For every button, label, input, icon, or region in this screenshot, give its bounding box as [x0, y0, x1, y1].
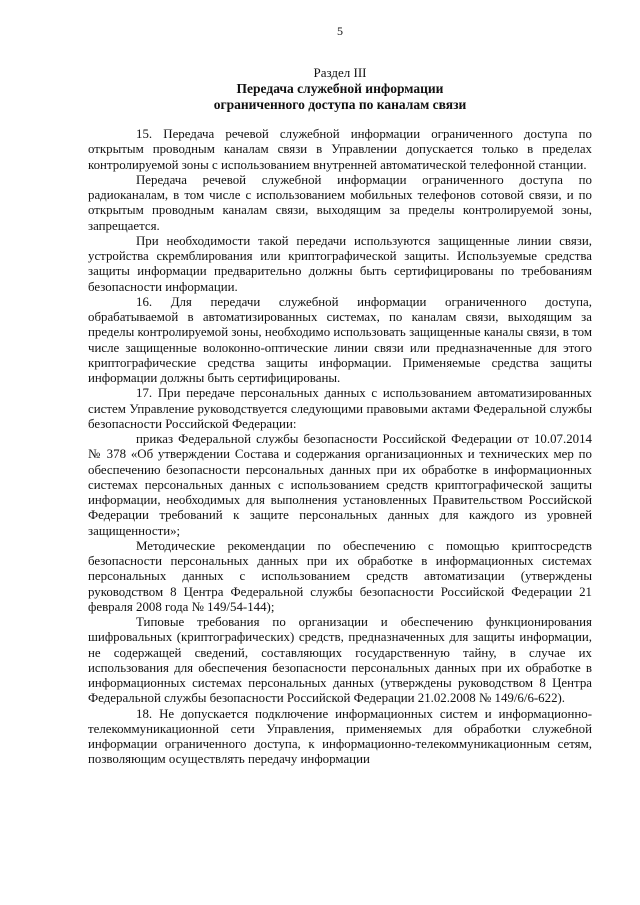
document-body	[88, 127, 592, 768]
paragraph-15-protection: При необходимости такой передачи используются защищенные линии связи, устройства скремблирования или криптографической защиты. Используемые средства защиты информации предварительно должны быть сертифицированы по требованиям безопасности информации.	[88, 233, 592, 294]
paragraph-15-radio: Передача речевой служебной информации ограниченного доступа по радиоканалам, в том числе с использованием мобильных телефонов сотовой связи, и по открытым проводным каналам связи, выходящим за пределы контролируемой зоны, запрещается.	[88, 172, 592, 233]
section-heading-line-1: Передача служебной информации	[236, 81, 444, 96]
paragraph-18: 18. Не допускается подключение информационных систем и информационно-телекоммуникационной сети Управления, применяемых для обработки служебной информации ограниченного доступа, к информационно-телекоммуникационным сетям, позволяющим осуществлять передачу информации	[88, 706, 592, 767]
paragraph-16: 16. Для передачи служебной информации ограниченного доступа, обрабатываемой в автоматизированных системах, по каналам связи, выходящим за пределы контролируемой зоны, необходимо использовать защищенные каналы связи, в том числе защищенные волоконно-оптические линии связи или предназначенные для этого криптографические средства защиты информации. Применяемые средства защиты информации должны быть сертифицированы.	[88, 294, 592, 385]
paragraph-15: 15. Передача речевой служебной информации ограниченного доступа по открытым проводным каналам связи в Управлении допускается только в пределах контролируемой зоны с использованием внутренней автоматической телефонной станции.	[88, 127, 592, 172]
paragraph-17-order-378: приказ Федеральной службы безопасности Российской Федерации от 10.07.2014 № 378 «Об утверждении Состава и содержания организационных и технических мер по обеспечению безопасности персональных данных при их обработке в информационных системах персональных данных с использованием средств криптографической защиты информации, необходимых для выполнения установленных Правительством Российской Федерации требований к защите персональных данных для каждого из уровней защищенности»;	[88, 432, 592, 538]
section-title: Раздел III	[313, 65, 367, 80]
paragraph-17-typical-requirements: Типовые требования по организации и обеспечению функционирования шифровальных (криптографических) средств, предназначенных для защиты информации, не содержащей сведений, составляющих государственную тайну, в случае их использования для обеспечения безопасности персональных данных при их обработке в информационных системах персональных данных (утверждены руководством 8 Центра Федеральной службы безопасности Российской Федерации 21.02.2008 № 149/6/6-622).	[88, 615, 592, 706]
page-number: 5	[337, 24, 343, 38]
section-heading-block	[88, 65, 592, 113]
paragraph-17: 17. При передаче персональных данных с использованием автоматизированных систем Управление руководствуется следующими правовыми актами Федеральной службы безопасности Российской Федерации:	[88, 386, 592, 431]
paragraph-17-methodical-recommendations: Методические рекомендации по обеспечению с помощью криптосредств безопасности персональных данных при их обработке в информационных системах персональных данных с использованием средств автоматизации (утверждены руководством 8 Центра Федеральной службы безопасности Российской Федерации 21 февраля 2008 года № 149/54-144);	[88, 538, 592, 614]
section-heading-line-2: ограниченного доступа по каналам связи	[213, 97, 467, 112]
